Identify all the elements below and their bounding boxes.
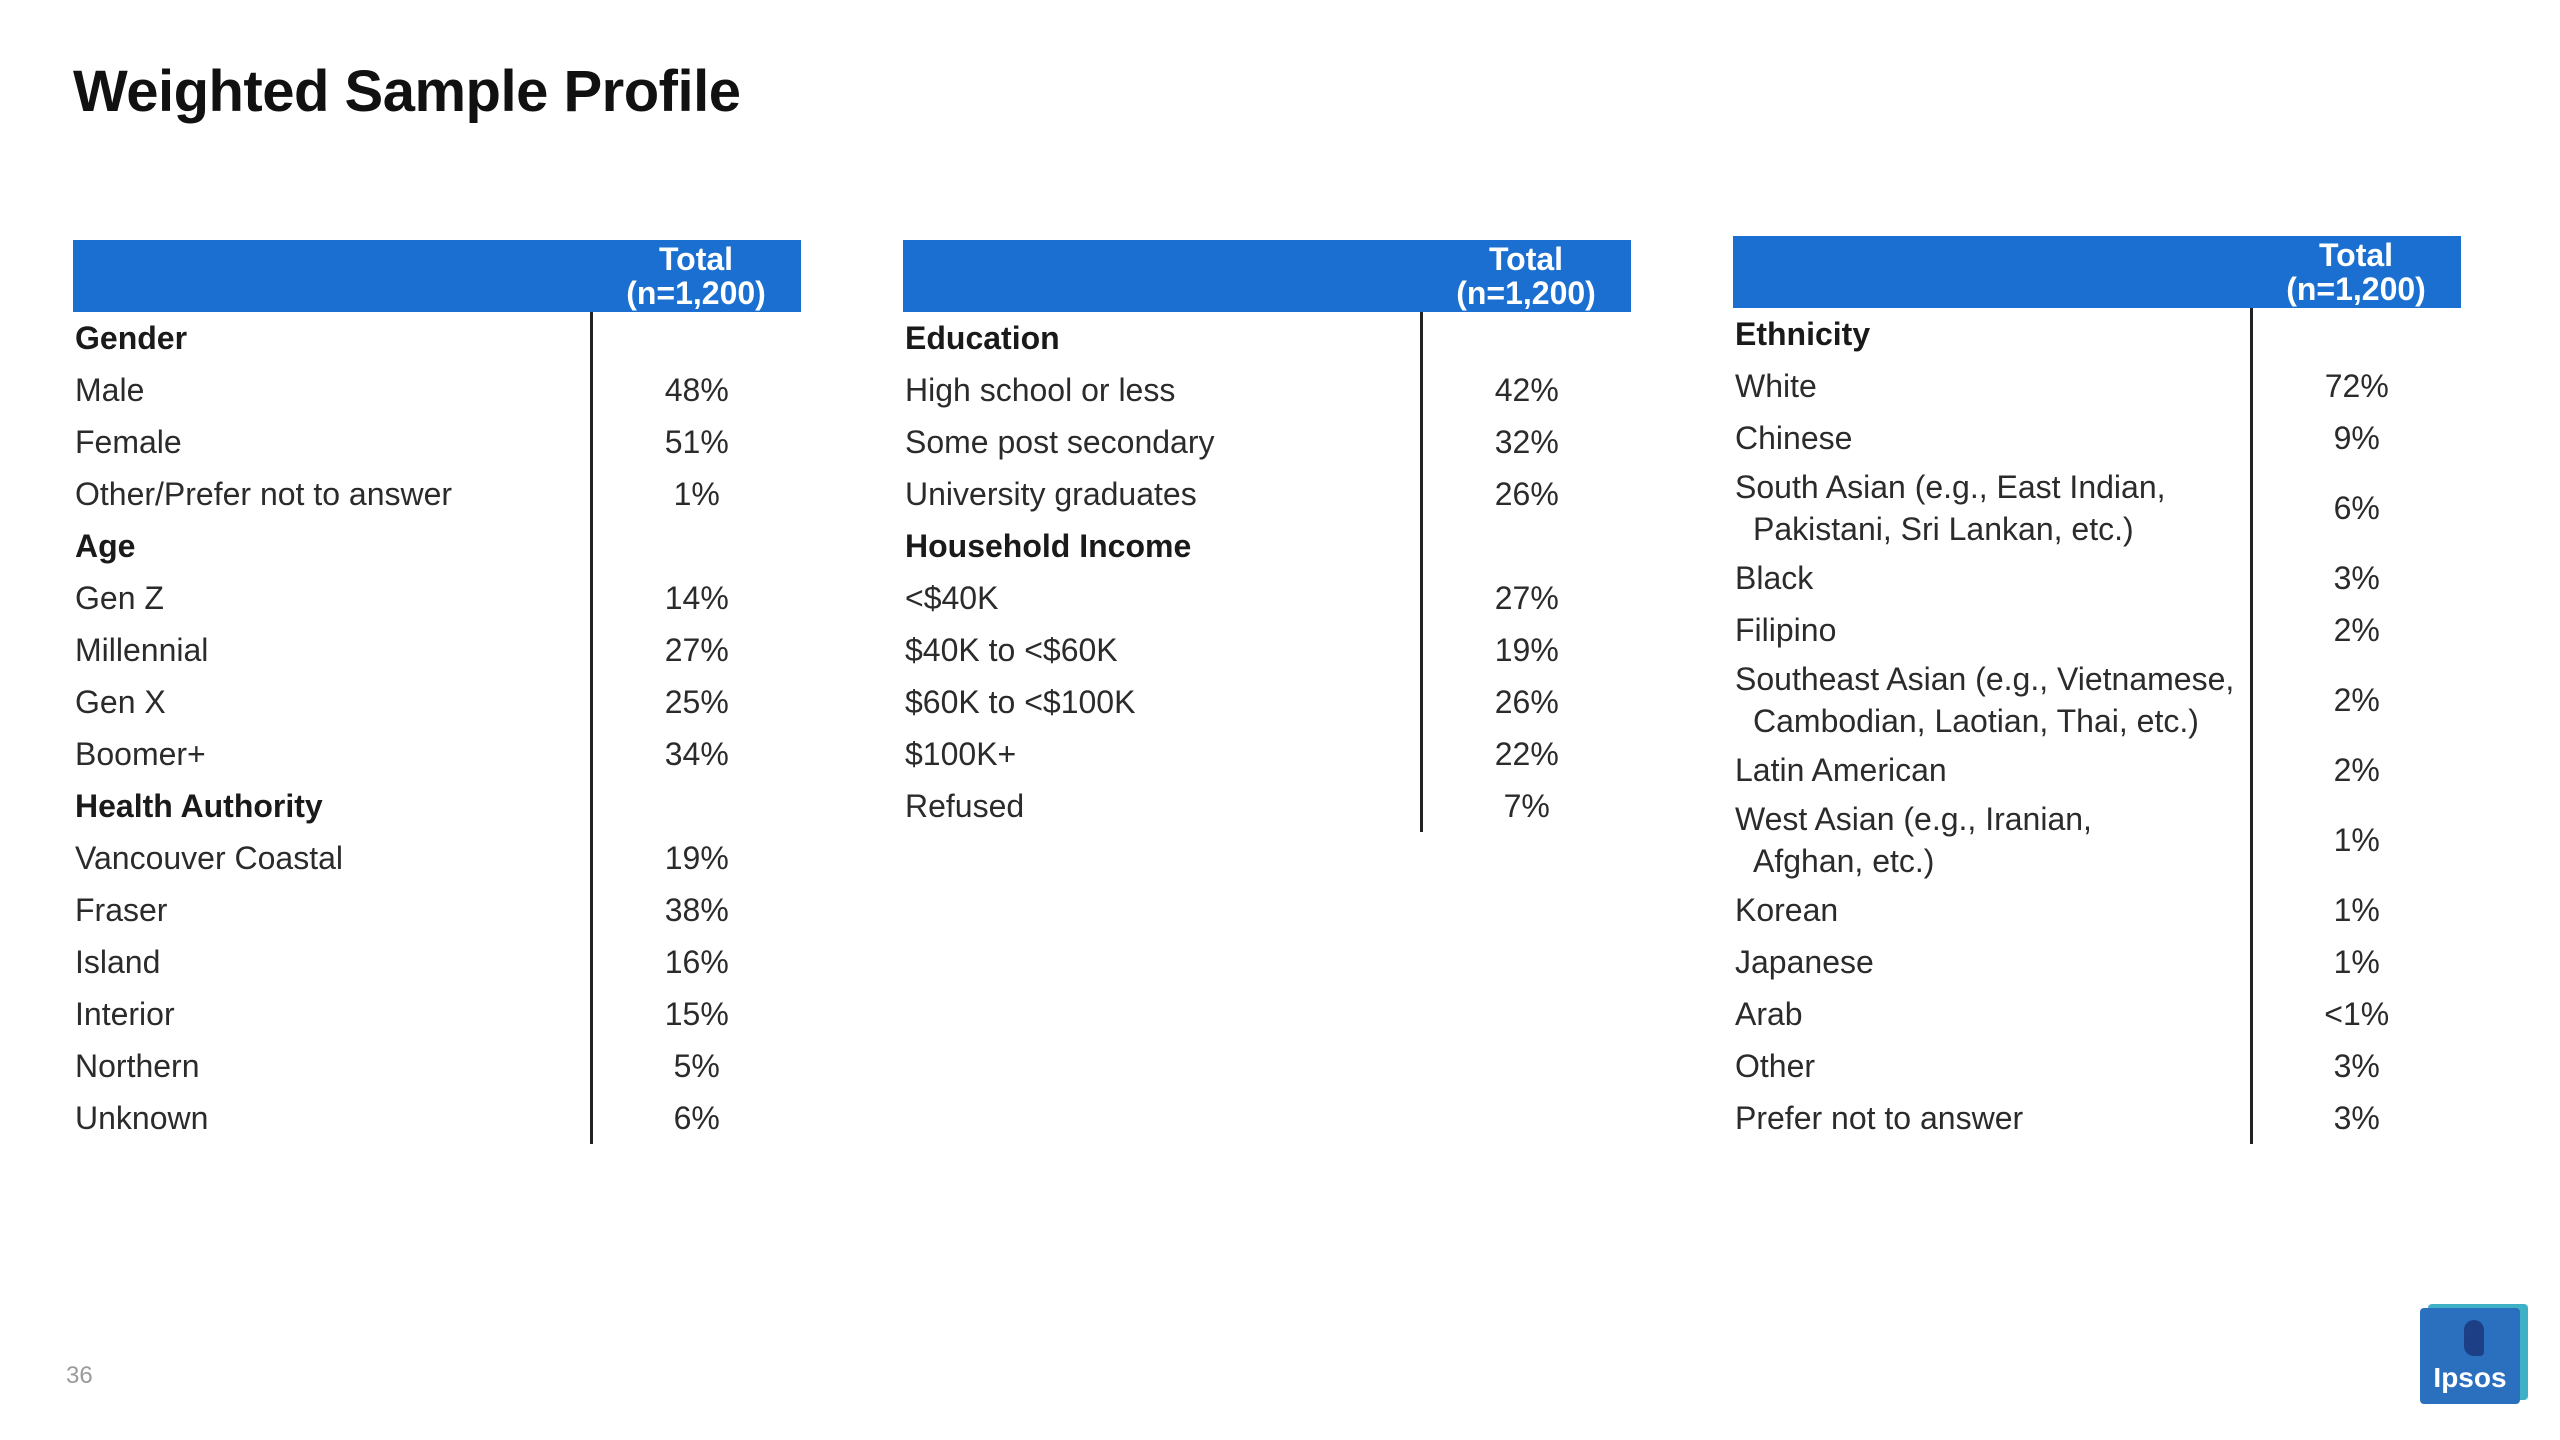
- row-label: [903, 728, 1421, 780]
- row-label: [73, 1040, 591, 1092]
- row-label: [903, 416, 1421, 468]
- row-label-text: Gen X: [75, 684, 166, 720]
- total-header: [591, 240, 801, 312]
- section-row: [73, 312, 801, 364]
- row-label: [903, 468, 1421, 520]
- row-value: 3%: [2251, 1092, 2461, 1144]
- section-label: [903, 520, 1421, 572]
- table-row: [1733, 552, 2461, 604]
- total-header: [2251, 236, 2461, 308]
- row-value: [591, 520, 801, 572]
- demographics-table: [73, 240, 801, 1144]
- row-value: [591, 312, 801, 364]
- row-label-text: $60K to <$100K: [905, 684, 1136, 720]
- table-row: [903, 728, 1631, 780]
- row-value: 19%: [1421, 624, 1631, 676]
- row-value: 26%: [1421, 468, 1631, 520]
- row-label-text: Household Income: [905, 528, 1192, 564]
- total-header-line1: Total: [1488, 241, 1564, 277]
- row-label-text: University graduates: [905, 476, 1197, 512]
- row-label: [1733, 464, 2251, 552]
- row-label-text: Arab: [1735, 996, 1803, 1032]
- table-row: [73, 1092, 801, 1144]
- row-value: 3%: [2251, 552, 2461, 604]
- section-label: [1733, 308, 2251, 360]
- row-value: 22%: [1421, 728, 1631, 780]
- row-label-text: Ethnicity: [1735, 316, 1871, 352]
- total-header-line2: (n=1,200): [2286, 271, 2426, 307]
- row-value: 7%: [1421, 780, 1631, 832]
- row-value: [1421, 312, 1631, 364]
- row-value: [2251, 308, 2461, 360]
- row-value: 5%: [591, 1040, 801, 1092]
- table-row: [73, 832, 801, 884]
- table-row: [73, 728, 801, 780]
- row-label-text: Female: [75, 424, 182, 460]
- row-value: 1%: [2251, 796, 2461, 884]
- table-row: [73, 676, 801, 728]
- row-label: [73, 364, 591, 416]
- table-header: [73, 240, 801, 312]
- row-value: 15%: [591, 988, 801, 1040]
- row-label: [903, 780, 1421, 832]
- row-label: [1733, 360, 2251, 412]
- row-label-text: Japanese: [1735, 944, 1874, 980]
- section-row: [73, 780, 801, 832]
- table-row: [1733, 936, 2461, 988]
- table-row: [903, 416, 1631, 468]
- logo-mark-icon: [2464, 1320, 2484, 1356]
- row-label: [1733, 1092, 2251, 1144]
- total-header-line1: Total: [2318, 237, 2394, 273]
- row-label: [73, 572, 591, 624]
- row-label: [73, 416, 591, 468]
- row-value: <1%: [2251, 988, 2461, 1040]
- row-label-text: Vancouver Coastal: [75, 840, 343, 876]
- row-label-text: Gender: [75, 320, 188, 356]
- row-label: [1733, 884, 2251, 936]
- table-row: [1733, 796, 2461, 884]
- row-label-text: Other/Prefer not to answer: [75, 476, 453, 512]
- row-label-text: Education: [905, 320, 1060, 356]
- row-label-text: Millennial: [75, 632, 209, 668]
- row-label-text: Some post secondary: [905, 424, 1215, 460]
- table-row: [73, 468, 801, 520]
- section-row: [903, 312, 1631, 364]
- table-row: [73, 988, 801, 1040]
- table-row: [73, 416, 801, 468]
- row-label-text: <$40K: [905, 580, 999, 616]
- row-value: 16%: [591, 936, 801, 988]
- table-row: [1733, 1040, 2461, 1092]
- table-row: [73, 624, 801, 676]
- row-label: [1733, 604, 2251, 656]
- row-label-text: High school or less: [905, 372, 1176, 408]
- row-label: [73, 728, 591, 780]
- header-label-cell: [73, 240, 591, 312]
- row-value: 3%: [2251, 1040, 2461, 1092]
- table-row: [73, 936, 801, 988]
- row-value: 14%: [591, 572, 801, 624]
- ethnicity-table: [1733, 236, 2461, 1144]
- row-label-text: Chinese: [1735, 420, 1853, 456]
- header-label-cell: [1733, 236, 2251, 308]
- row-label-text: Refused: [905, 788, 1025, 824]
- row-value: 48%: [591, 364, 801, 416]
- table-row: [1733, 884, 2461, 936]
- row-label-text: South Asian (e.g., East Indian,: [1735, 469, 2166, 505]
- row-label-text: $100K+: [905, 736, 1017, 772]
- section-label: [73, 312, 591, 364]
- row-label: [73, 624, 591, 676]
- row-value: 2%: [2251, 744, 2461, 796]
- row-label: [73, 936, 591, 988]
- logo-text: Ipsos: [2433, 1362, 2507, 1393]
- row-value: 72%: [2251, 360, 2461, 412]
- table-header: [903, 240, 1631, 312]
- section-label: [73, 780, 591, 832]
- table-row: [903, 468, 1631, 520]
- row-label: [903, 364, 1421, 416]
- total-header: [1421, 240, 1631, 312]
- row-label-text: Latin American: [1735, 752, 1947, 788]
- table-row: [1733, 656, 2461, 744]
- table-row: [73, 884, 801, 936]
- total-header-line2: (n=1,200): [626, 275, 766, 311]
- row-label-text: Boomer+: [75, 736, 206, 772]
- section-row: [903, 520, 1631, 572]
- row-label: [1733, 412, 2251, 464]
- row-label: [1733, 744, 2251, 796]
- header-label-cell: [903, 240, 1421, 312]
- row-value: [591, 780, 801, 832]
- table-row: [903, 780, 1631, 832]
- row-label-text: Island: [75, 944, 161, 980]
- row-value: 2%: [2251, 656, 2461, 744]
- page-number: 36: [66, 1362, 93, 1389]
- row-label-text-line2: Pakistani, Sri Lankan, etc.): [1753, 511, 2134, 547]
- row-value: 27%: [591, 624, 801, 676]
- row-value: 25%: [591, 676, 801, 728]
- table-row: [73, 1040, 801, 1092]
- row-value: 1%: [2251, 936, 2461, 988]
- section-row: [73, 520, 801, 572]
- row-value: 34%: [591, 728, 801, 780]
- row-label: [903, 676, 1421, 728]
- row-value: 2%: [2251, 604, 2461, 656]
- row-value: 42%: [1421, 364, 1631, 416]
- row-label: [1733, 552, 2251, 604]
- row-label-text: West Asian (e.g., Iranian,: [1735, 801, 2092, 837]
- row-label: [1733, 936, 2251, 988]
- section-label: [73, 520, 591, 572]
- table-row: [1733, 412, 2461, 464]
- table-row: [1733, 744, 2461, 796]
- total-header-line1: Total: [658, 241, 734, 277]
- row-value: 27%: [1421, 572, 1631, 624]
- row-value: 38%: [591, 884, 801, 936]
- row-label: [73, 884, 591, 936]
- row-label-text: Interior: [75, 996, 175, 1032]
- row-label-text: Age: [75, 528, 136, 564]
- table-row: [1733, 604, 2461, 656]
- table-header: [1733, 236, 2461, 308]
- row-label: [73, 988, 591, 1040]
- section-label: [903, 312, 1421, 364]
- education-income-table: [903, 240, 1631, 832]
- row-label-text: Gen Z: [75, 580, 164, 616]
- row-label: [1733, 656, 2251, 744]
- row-label: [1733, 988, 2251, 1040]
- row-value: 9%: [2251, 412, 2461, 464]
- row-label-text: $40K to <$60K: [905, 632, 1118, 668]
- table-row: [903, 572, 1631, 624]
- row-label: [903, 624, 1421, 676]
- row-label-text-line2: Cambodian, Laotian, Thai, etc.): [1753, 703, 2199, 739]
- row-value: 6%: [2251, 464, 2461, 552]
- row-label-text: Male: [75, 372, 145, 408]
- section-row: [1733, 308, 2461, 360]
- row-label: [903, 572, 1421, 624]
- row-label: [73, 832, 591, 884]
- row-label-text: Health Authority: [75, 788, 323, 824]
- row-value: 1%: [2251, 884, 2461, 936]
- row-label-text: Black: [1735, 560, 1814, 596]
- row-label-text: Fraser: [75, 892, 168, 928]
- table-row: [1733, 1092, 2461, 1144]
- row-label-text: Prefer not to answer: [1735, 1100, 2024, 1136]
- ipsos-logo: [2420, 1308, 2520, 1404]
- row-label-text: Other: [1735, 1048, 1816, 1084]
- row-label: [73, 468, 591, 520]
- table-row: [903, 364, 1631, 416]
- row-value: 19%: [591, 832, 801, 884]
- table-row: [1733, 464, 2461, 552]
- table-row: [1733, 988, 2461, 1040]
- row-label: [1733, 796, 2251, 884]
- page-title: Weighted Sample Profile: [73, 59, 741, 124]
- row-value: 1%: [591, 468, 801, 520]
- row-label-text: Filipino: [1735, 612, 1837, 648]
- table-row: [1733, 360, 2461, 412]
- row-label: [73, 1092, 591, 1144]
- table-row: [73, 364, 801, 416]
- row-value: 26%: [1421, 676, 1631, 728]
- row-value: 51%: [591, 416, 801, 468]
- total-header-line2: (n=1,200): [1456, 275, 1596, 311]
- row-label: [73, 676, 591, 728]
- table-row: [903, 676, 1631, 728]
- row-label-text-line2: Afghan, etc.): [1753, 843, 1935, 879]
- table-row: [903, 624, 1631, 676]
- row-value: 6%: [591, 1092, 801, 1144]
- row-label-text: White: [1735, 368, 1817, 404]
- row-label-text: Northern: [75, 1048, 200, 1084]
- row-value: 32%: [1421, 416, 1631, 468]
- table-row: [73, 572, 801, 624]
- row-label-text: Unknown: [75, 1100, 209, 1136]
- row-label-text: Korean: [1735, 892, 1839, 928]
- row-label-text: Southeast Asian (e.g., Vietnamese,: [1735, 661, 2235, 697]
- row-label: [1733, 1040, 2251, 1092]
- row-value: [1421, 520, 1631, 572]
